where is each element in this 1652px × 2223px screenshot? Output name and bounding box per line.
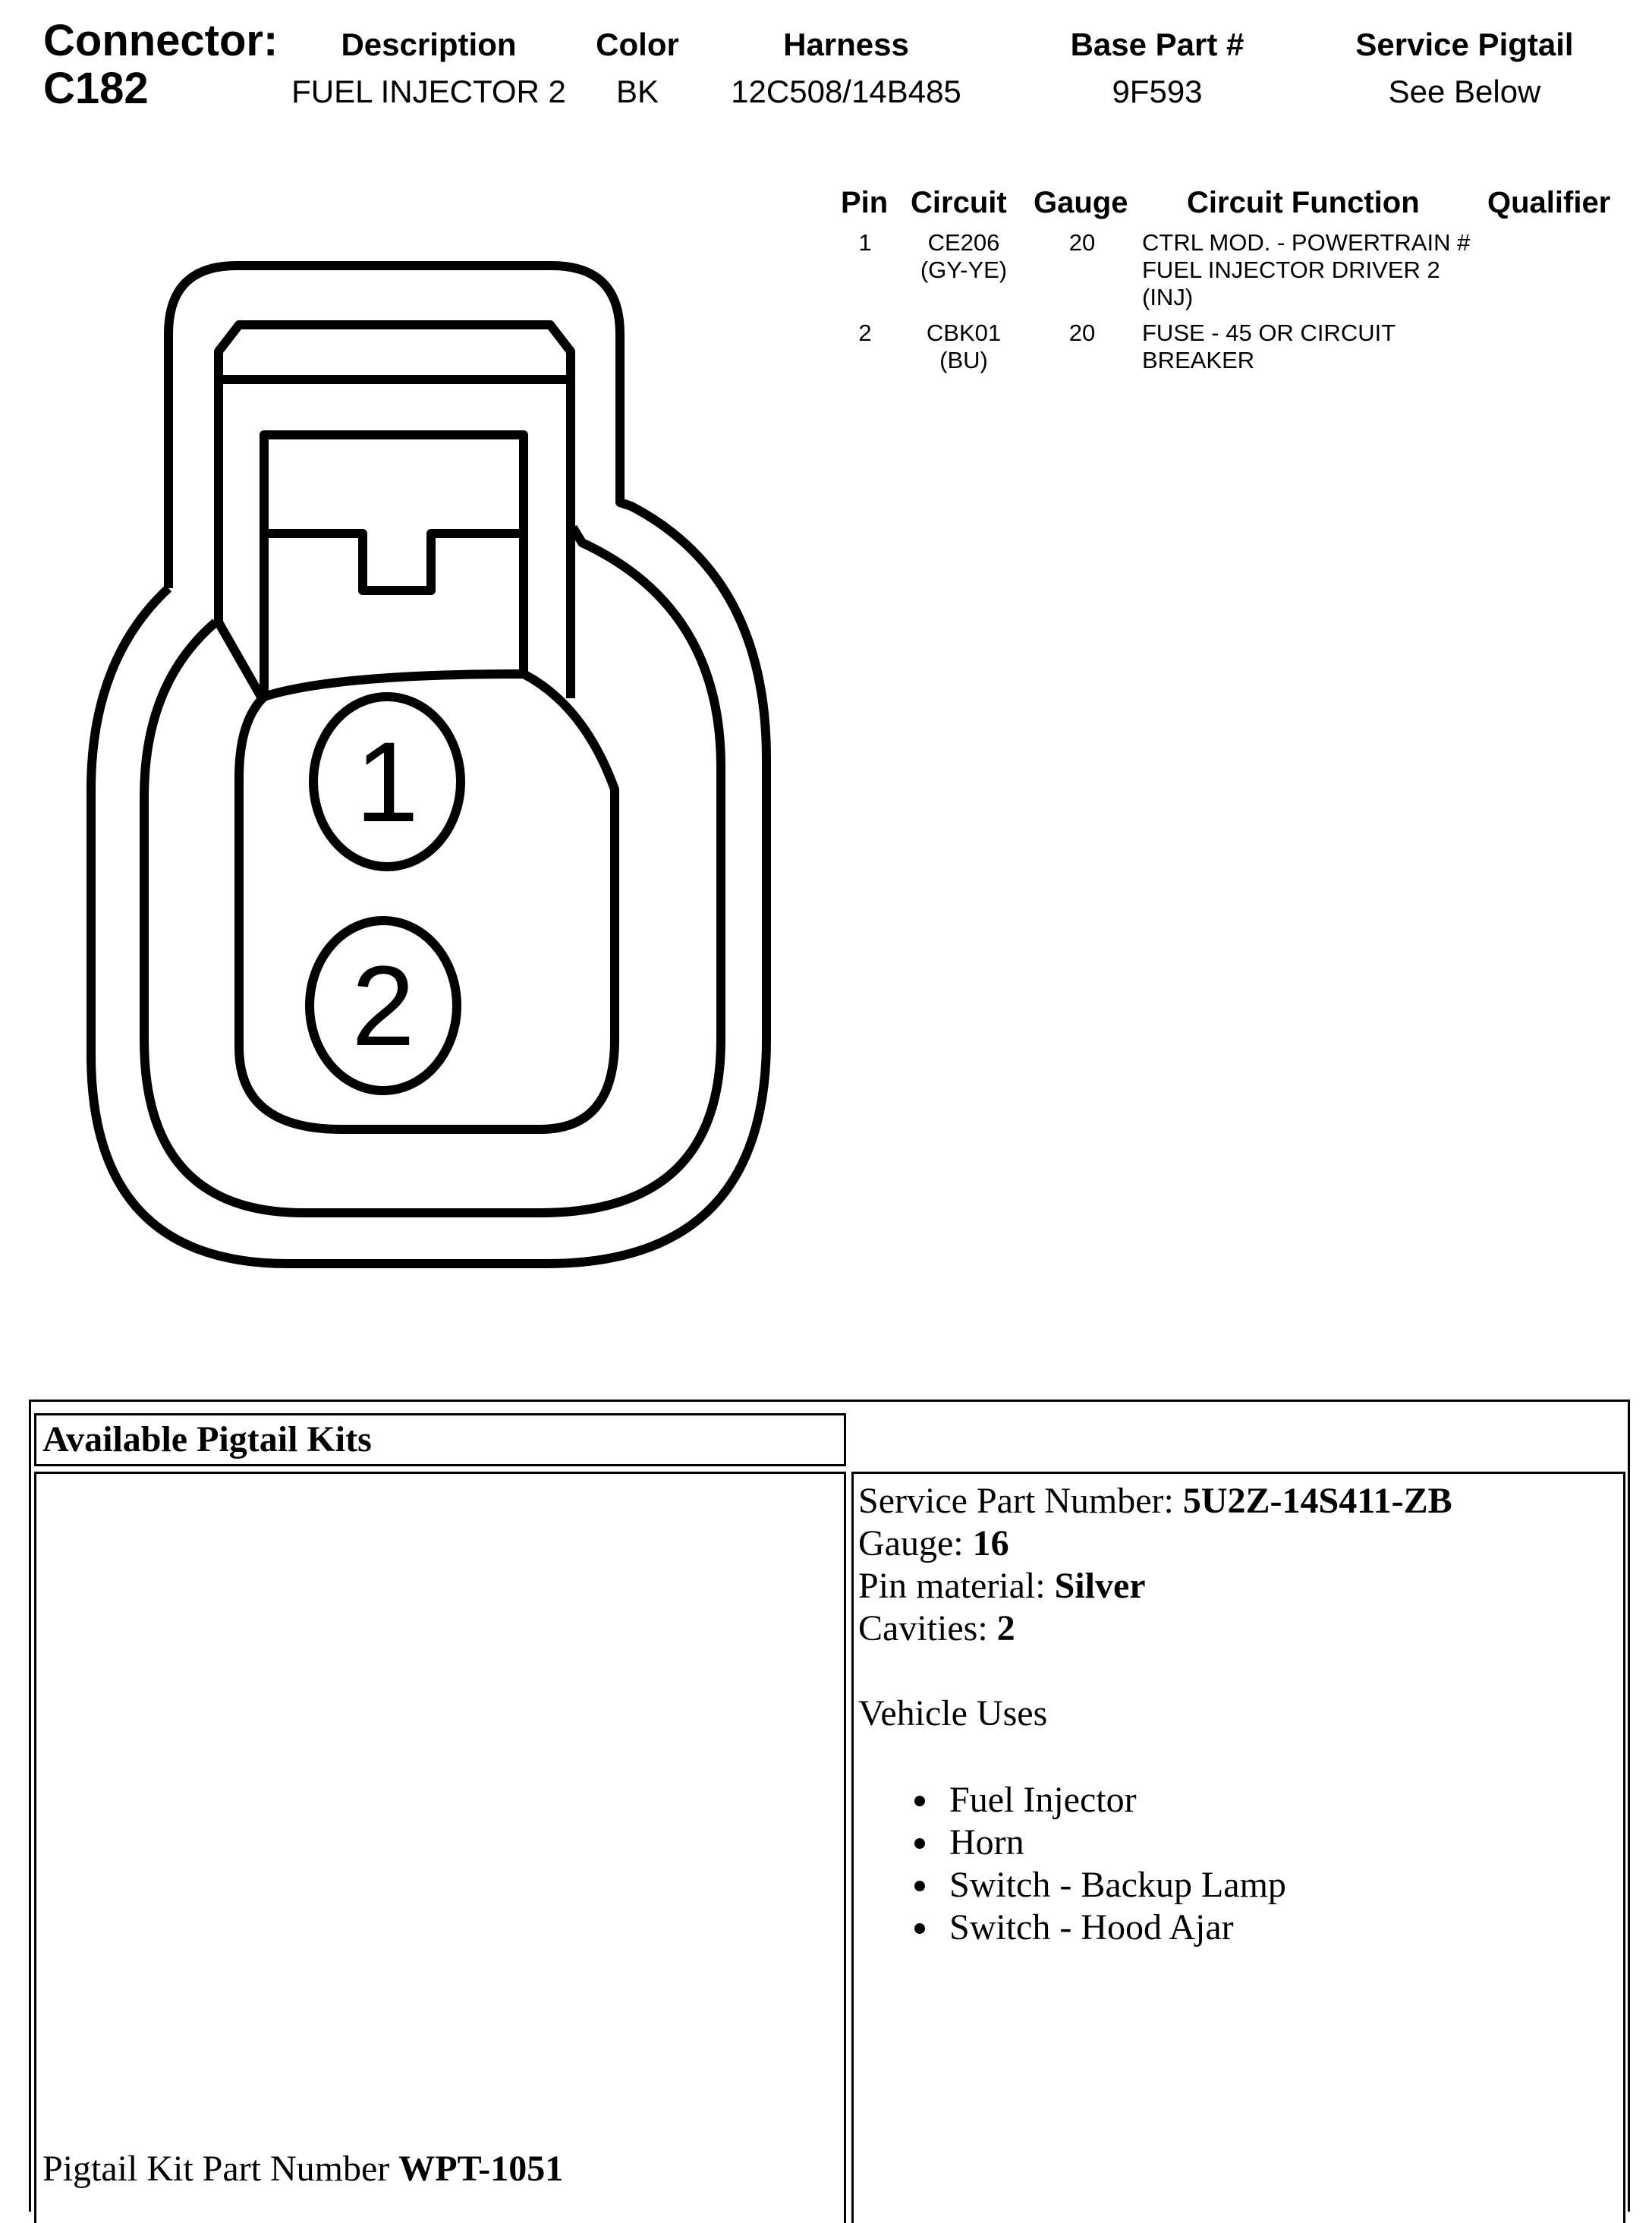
description-value: FUEL INJECTOR 2 — [291, 74, 566, 109]
pin-table-row-2-circuit — [903, 320, 1024, 374]
bullet-icon — [914, 1923, 925, 1934]
locking-notch — [266, 534, 524, 590]
service-pigtail-header: Service Pigtail — [1355, 27, 1574, 62]
harness-value: 12C508/14B485 — [731, 74, 961, 109]
base-part-header: Base Part # — [1070, 27, 1245, 62]
cavity-2-label: 2 — [351, 942, 415, 1069]
pigtail-image-cell — [34, 1472, 846, 2223]
description-header: Description — [341, 27, 517, 62]
service-part-number: Service Part Number: 5U2Z-14S411-ZB — [858, 1481, 1452, 1521]
bullet-icon — [914, 1838, 925, 1849]
pin-table-header-gauge: Gauge — [1034, 186, 1128, 219]
function-line: FUSE - 45 OR CIRCUIT — [1142, 320, 1396, 346]
pin-table-row-1-function — [1142, 229, 1470, 311]
pigtail-kit-number: WPT-1051 — [398, 2149, 564, 2189]
pigtail-title-cell — [34, 1413, 846, 1466]
connector-id: C182 — [43, 64, 149, 113]
connector-label: Connector: — [43, 16, 278, 65]
list-item: Switch - Hood Ajar — [911, 1907, 1452, 1949]
harness-header: Harness — [783, 27, 909, 62]
base-part-column — [1040, 29, 1275, 108]
pin-table-row-2-function — [1142, 320, 1396, 374]
circuit-wire-color: (GY-YE) — [920, 257, 1008, 283]
pin-table-row-2-gauge: 20 — [1068, 320, 1096, 346]
pigtail-gauge: Gauge: 16 — [858, 1523, 1009, 1563]
pin-table-header-qualifier: Qualifier — [1487, 186, 1611, 219]
cavity-1-label: 1 — [355, 718, 419, 845]
pin-material: Pin material: Silver — [858, 1566, 1146, 1606]
pigtail-title: Available Pigtail Kits — [42, 1419, 372, 1459]
cavity-block — [239, 674, 615, 1129]
pin-table-row-1-gauge: 20 — [1068, 229, 1096, 256]
pin-table-row-2-pin: 2 — [858, 320, 872, 346]
color-value: BK — [615, 74, 659, 109]
function-line: CTRL MOD. - POWERTRAIN # — [1142, 229, 1471, 256]
pin-table-header-pin: Pin — [841, 186, 889, 219]
vehicle-uses-list — [911, 1779, 1452, 1949]
connector-inner-body — [144, 527, 721, 1213]
function-line: FUEL INJECTOR DRIVER 2 — [1142, 257, 1440, 283]
service-pigtail-column — [1313, 29, 1616, 108]
circuit-wire-color: (BU) — [939, 347, 988, 373]
color-header: Color — [596, 27, 679, 62]
base-part-value: 9F593 — [1112, 74, 1203, 109]
service-pigtail-value: See Below — [1388, 74, 1541, 109]
connector-face-diagram — [0, 0, 835, 1305]
pigtail-details-cell — [851, 1472, 1625, 2223]
function-line: BREAKER — [1142, 347, 1255, 373]
pigtail-details — [858, 1480, 1452, 1949]
list-item: Horn — [911, 1822, 1452, 1864]
pigtail-kit-part-number: Pigtail Kit Part Number WPT-1051 — [42, 2149, 564, 2189]
circuit-code: CBK01 — [926, 320, 1002, 346]
list-item: Switch - Backup Lamp — [911, 1864, 1452, 1907]
circuit-code: CE206 — [927, 229, 1000, 256]
pin-table-row-1-pin: 1 — [858, 229, 872, 256]
pin-table-row-1-circuit — [903, 229, 1024, 284]
vehicle-uses-label: Vehicle Uses — [858, 1693, 1048, 1733]
function-line: (INJ) — [1142, 284, 1194, 310]
bullet-icon — [914, 1881, 925, 1891]
connector-outer-body — [91, 266, 766, 1264]
bullet-icon — [914, 1796, 925, 1806]
pin-table-header-function: Circuit Function — [1187, 186, 1420, 219]
list-item: Fuel Injector — [911, 1779, 1452, 1822]
pin-table-header-circuit: Circuit — [911, 186, 1007, 219]
cavities: Cavities: 2 — [858, 1608, 1015, 1648]
locking-tab — [264, 435, 524, 697]
